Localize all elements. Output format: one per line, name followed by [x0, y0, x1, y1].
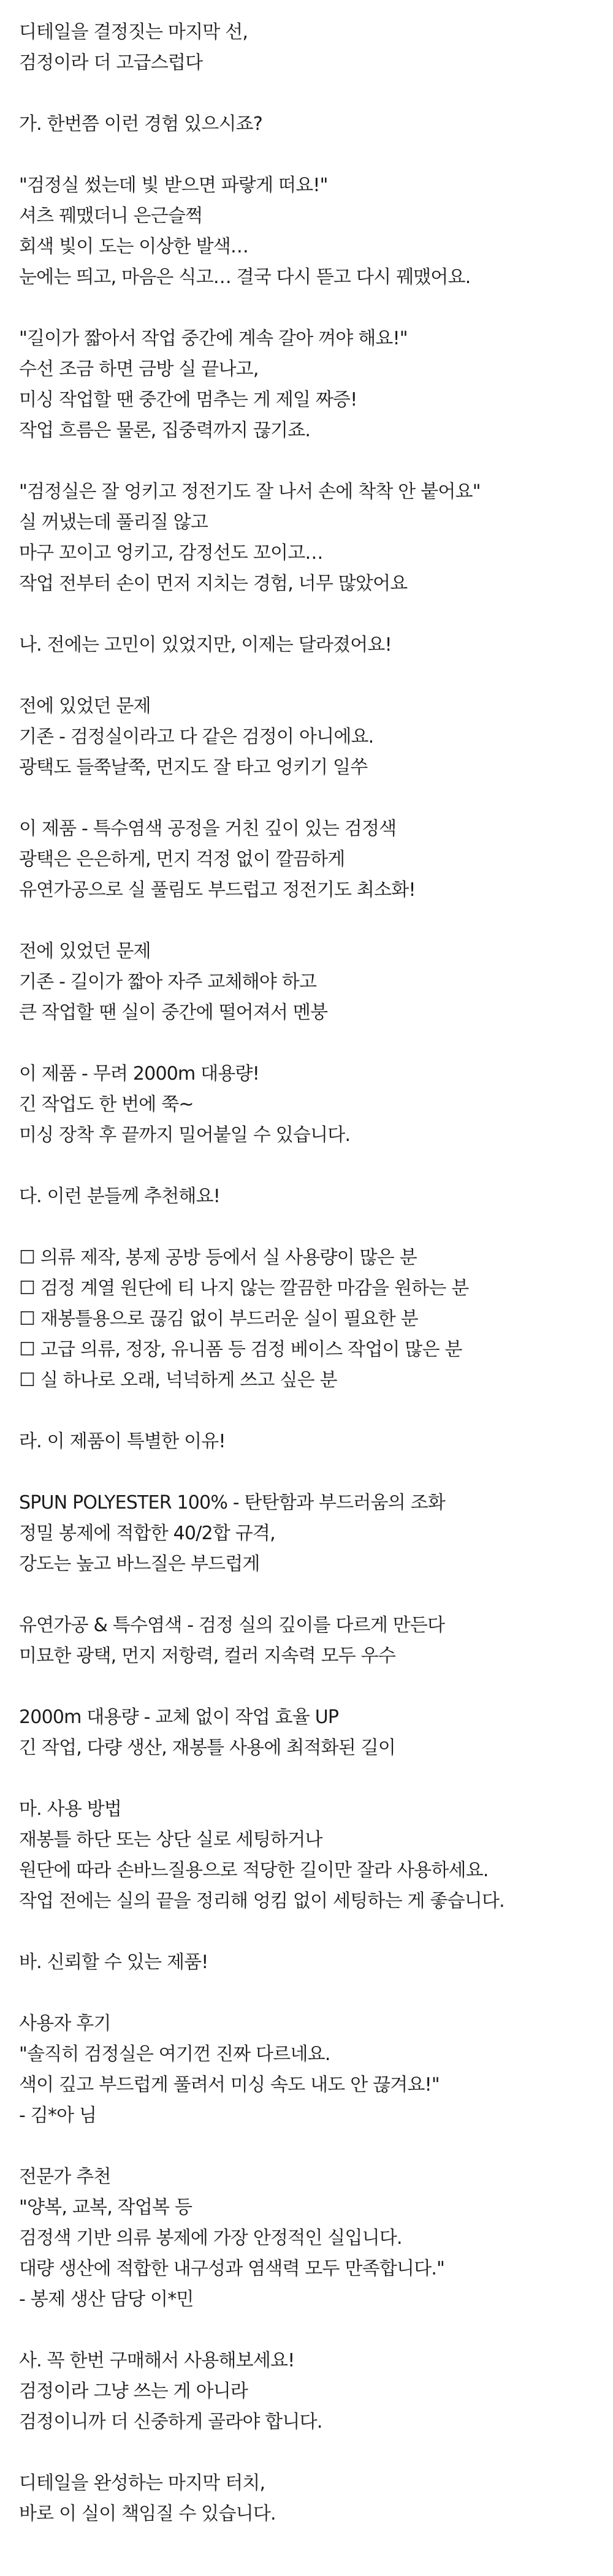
- text-line: 미싱 작업할 땐 중간에 멈추는 게 제일 짜증!: [19, 389, 357, 411]
- text-line: 미싱 장착 후 끝까지 밀어붙일 수 있습니다.: [19, 1124, 351, 1146]
- text-line: 대량 생산에 적합한 내구성과 염색력 모두 만족합니다.": [19, 2258, 445, 2279]
- text-line: 눈에는 띄고, 마음은 식고… 결국 다시 뜯고 다시 꿰맸어요.: [19, 267, 471, 288]
- text-line: 긴 작업도 한 번에 쭉~: [19, 1094, 194, 1115]
- text-line: 마구 꼬이고 엉키고, 감정선도 꼬이고…: [19, 542, 323, 564]
- blank-line: [19, 1763, 613, 1794]
- text-line: 원단에 따라 손바느질용으로 적당한 길이만 잘라 사용하세요.: [19, 1860, 489, 1881]
- blank-line: [19, 2315, 613, 2346]
- blank-line: [19, 1396, 613, 1426]
- text-line: 전에 있었던 문제: [19, 941, 151, 962]
- text-line: 정밀 봉제에 적합한 40/2합 규격,: [19, 1523, 275, 1544]
- text-line: 이 제품 - 무려 2000m 대용량!: [19, 1063, 259, 1085]
- text-line: "검정실은 잘 엉키고 정전기도 잘 나서 손에 착착 안 붙어요": [19, 481, 481, 502]
- text-line: 긴 작업, 다량 생산, 재봉틀 사용에 최적화된 길이: [19, 1737, 396, 1759]
- text-line: ☐ 재봉틀용으로 끊김 없이 부드러운 실이 필요한 분: [19, 1308, 418, 1330]
- text-line: 광택은 은은하게, 먼지 걱정 없이 깔끔하게: [19, 849, 345, 870]
- text-line: 사용자 후기: [19, 2013, 111, 2034]
- text-line: 기존 - 길이가 짧아 자주 교체해야 하고: [19, 971, 317, 993]
- text-line: 광택도 들쭉날쭉, 먼지도 잘 타고 엉키기 일쑤: [19, 757, 368, 778]
- text-line: 전문가 추천: [19, 2166, 111, 2188]
- text-line: 다. 이런 분들께 추천해요!: [19, 1186, 220, 1207]
- text-line: 작업 흐름은 물론, 집중력까지 끊기죠.: [19, 420, 311, 441]
- text-line: 회색 빛이 도는 이상한 발색…: [19, 236, 249, 257]
- text-line: 바로 이 실이 책임질 수 있습니다.: [19, 2503, 276, 2525]
- text-line: ☐ 의류 제작, 봉제 공방 등에서 실 사용량이 많은 분: [19, 1247, 417, 1268]
- text-line: ☐ 고급 의류, 정장, 유니폼 등 검정 베이스 작업이 많은 분: [19, 1339, 462, 1360]
- text-line: 나. 전에는 고민이 있었지만, 이제는 달라졌어요!: [19, 634, 392, 656]
- blank-line: [19, 906, 613, 936]
- blank-line: [19, 1917, 613, 1947]
- blank-line: [19, 446, 613, 477]
- text-line: 강도는 높고 바느질은 부드럽게: [19, 1553, 260, 1575]
- text-line: 검정이라 더 고급스럽다: [19, 52, 203, 74]
- text-line: 유연가공으로 실 풀림도 부드럽고 정전기도 최소화!: [19, 879, 416, 901]
- text-line: 검정색 기반 의류 봉제에 가장 안정적인 실입니다.: [19, 2227, 402, 2249]
- text-line: 작업 전부터 손이 먼저 지치는 경험, 너무 많았어요: [19, 573, 408, 594]
- text-line: 검정이니까 더 신중하게 골라야 합니다.: [19, 2411, 322, 2433]
- text-line: 기존 - 검정실이라고 다 같은 검정이 아니에요.: [19, 726, 374, 748]
- blank-line: [19, 1457, 613, 1488]
- blank-line: [19, 140, 613, 170]
- text-line: 미묘한 광택, 먼지 저항력, 컬러 지속력 모두 우수: [19, 1645, 396, 1667]
- text-line: - 봉제 생산 담당 이*민: [19, 2289, 194, 2310]
- text-line: 색이 깊고 부드럽게 풀려서 미싱 속도 내도 안 끊겨요!": [19, 2074, 440, 2096]
- text-line: "솔직히 검정실은 여기껀 진짜 다르네요.: [19, 2044, 330, 2065]
- blank-line: [19, 2438, 613, 2468]
- text-line: 재봉틀 하단 또는 상단 실로 세팅하거나: [19, 1829, 322, 1851]
- text-line: ☐ 검정 계열 원단에 티 나지 않는 깔끔한 마감을 원하는 분: [19, 1278, 469, 1299]
- blank-line: [19, 599, 613, 630]
- text-line: "길이가 짧아서 작업 중간에 계속 갈아 껴야 해요!": [19, 328, 408, 349]
- blank-line: [19, 1672, 613, 1702]
- text-line: 이 제품 - 특수염색 공정을 거친 깊이 있는 검정색: [19, 818, 397, 839]
- blank-line: [19, 661, 613, 691]
- text-line: 가. 한번쯤 이런 경험 있으시죠?: [19, 113, 262, 135]
- text-line: 디테일을 완성하는 마지막 터치,: [19, 2472, 265, 2494]
- blank-line: [19, 1580, 613, 1610]
- text-line: 유연가공 & 특수염색 - 검정 실의 깊이를 다르게 만든다: [19, 1615, 445, 1636]
- blank-line: [19, 1028, 613, 1059]
- text-line: "양복, 교복, 작업복 등: [19, 2197, 192, 2218]
- text-line: 라. 이 제품이 특별한 이유!: [19, 1431, 226, 1452]
- text-line: 2000m 대용량 - 교체 없이 작업 효율 UP: [19, 1707, 339, 1728]
- text-line: 검정이라 그냥 쓰는 게 아니라: [19, 2381, 248, 2402]
- text-line: 셔츠 꿰맸더니 은근슬쩍: [19, 205, 203, 227]
- text-line: 사. 꼭 한번 구매해서 사용해보세요!: [19, 2350, 295, 2371]
- blank-line: [19, 2131, 613, 2162]
- text-line: 큰 작업할 땐 실이 중간에 떨어져서 멘붕: [19, 1002, 328, 1023]
- text-line: ☐ 실 하나로 오래, 넉넉하게 쓰고 싶은 분: [19, 1369, 337, 1391]
- blank-line: [19, 1151, 613, 1181]
- blank-line: [19, 293, 613, 324]
- text-line: 디테일을 결정짓는 마지막 선,: [19, 21, 248, 43]
- text-line: - 김*아 님: [19, 2105, 97, 2126]
- blank-line: [19, 78, 613, 109]
- text-line: 수선 조금 하면 금방 실 끝나고,: [19, 358, 259, 380]
- text-line: "검정실 썼는데 빛 받으면 파랗게 떠요!": [19, 175, 328, 196]
- blank-line: [19, 1212, 613, 1243]
- blank-line: [19, 1978, 613, 2009]
- blank-line: [19, 783, 613, 814]
- text-line: SPUN POLYESTER 100% - 탄탄함과 부드러움의 조화: [19, 1492, 446, 1513]
- text-line: 마. 사용 방법: [19, 1798, 122, 1820]
- text-line: 바. 신뢰할 수 있는 제품!: [19, 1952, 208, 1973]
- text-line: 전에 있었던 문제: [19, 695, 151, 717]
- text-line: 실 꺼냈는데 풀리질 않고: [19, 512, 208, 533]
- text-line: 작업 전에는 실의 끝을 정리해 엉킴 없이 세팅하는 게 좋습니다.: [19, 1890, 504, 1912]
